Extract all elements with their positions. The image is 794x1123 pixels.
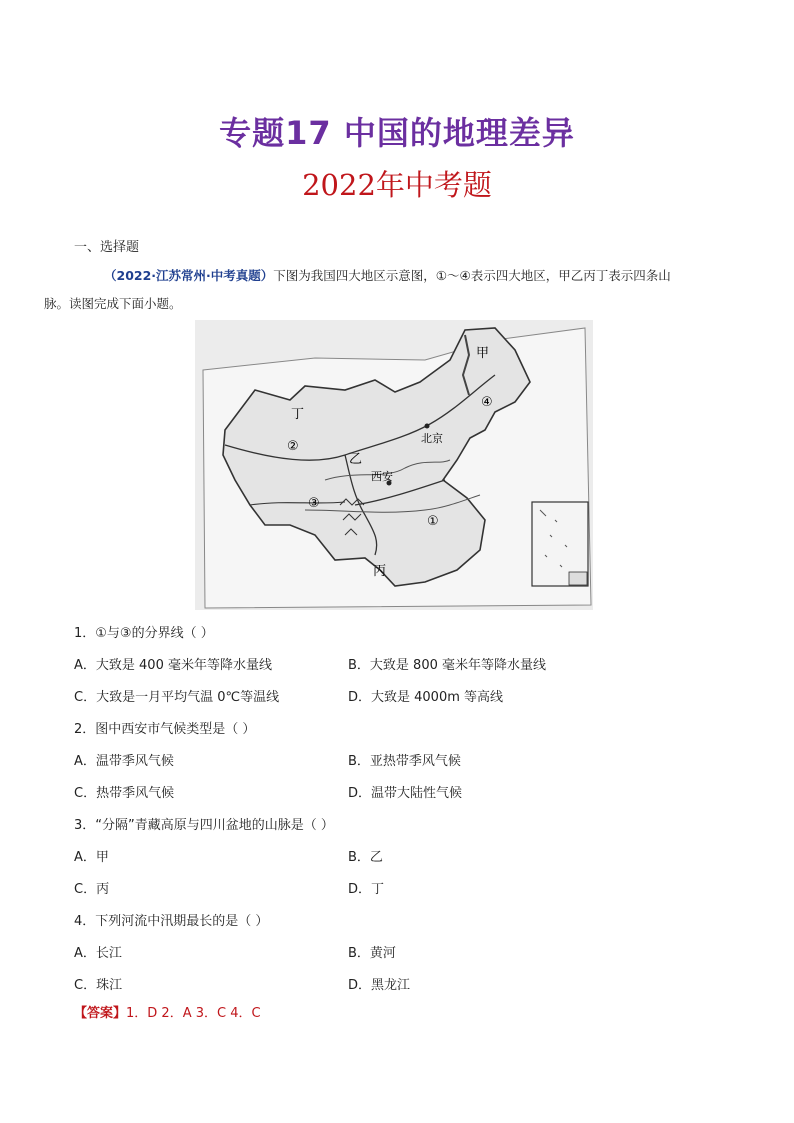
question-2-stem: 2．图中西安市气候类型是（ ） <box>74 722 256 737</box>
label-jia: 甲 <box>476 346 490 361</box>
q3-option-b: B．乙 <box>348 850 383 865</box>
q4-option-a: A．长江 <box>74 946 122 961</box>
label-region-4: ④ <box>481 395 493 410</box>
q1-option-a: A．大致是 400 毫米年等降水量线 <box>74 658 272 673</box>
q1-option-c: C．大致是一月平均气温 0℃等温线 <box>74 690 280 705</box>
answer-key <box>74 1002 261 1021</box>
answer-label: 【答案】 <box>74 1006 127 1021</box>
page-subtitle: 2022年中考题 <box>302 168 492 202</box>
q2-option-c: C．热带季风气候 <box>74 786 175 801</box>
q4-option-d: D．黑龙江 <box>348 978 411 993</box>
section-heading: 一、选择题 <box>74 240 140 255</box>
label-bing: 丙 <box>373 564 387 579</box>
source-label: （2022·江苏常州·中考真题） <box>104 268 274 283</box>
q3-option-a: A．甲 <box>74 850 109 865</box>
q2-option-a: A．温带季风气候 <box>74 754 174 769</box>
label-xian: 西安 <box>371 470 393 483</box>
question-4-stem: 4．下列河流中汛期最长的是（ ） <box>74 914 269 929</box>
intro-text-2: 脉。读图完成下面小题。 <box>44 296 182 311</box>
q2-option-d: D．温带大陆性气候 <box>348 786 463 801</box>
answer-text: 1．D 2．A 3．C 4．C <box>126 1006 261 1021</box>
q4-option-b: B．黄河 <box>348 946 396 961</box>
question-intro <box>44 262 734 318</box>
question-1-stem: 1．①与③的分界线（ ） <box>74 626 214 641</box>
china-regions-map <box>195 320 593 610</box>
q3-option-d: D．丁 <box>348 882 385 897</box>
q1-option-b: B．大致是 800 毫米年等降水量线 <box>348 658 546 673</box>
label-ding: 丁 <box>291 407 305 422</box>
q1-option-d: D．大致是 4000m 等高线 <box>348 690 504 705</box>
q4-option-c: C．珠江 <box>74 978 123 993</box>
label-yi: 乙 <box>349 452 363 467</box>
page-title: 专题17 中国的地理差异 <box>219 114 575 152</box>
q3-option-c: C．丙 <box>74 882 110 897</box>
label-region-2: ② <box>287 439 299 454</box>
q2-option-b: B．亚热带季风气候 <box>348 754 461 769</box>
label-beijing: 北京 <box>421 432 443 445</box>
label-region-3: ③ <box>308 496 320 511</box>
label-region-1: ① <box>427 514 439 529</box>
intro-text-1: 下图为我国四大地区示意图，①～④表示四大地区，甲乙丙丁表示四条山 <box>273 268 671 283</box>
question-3-stem: 3．“分隔”青藏高原与四川盆地的山脉是（ ） <box>74 818 334 833</box>
